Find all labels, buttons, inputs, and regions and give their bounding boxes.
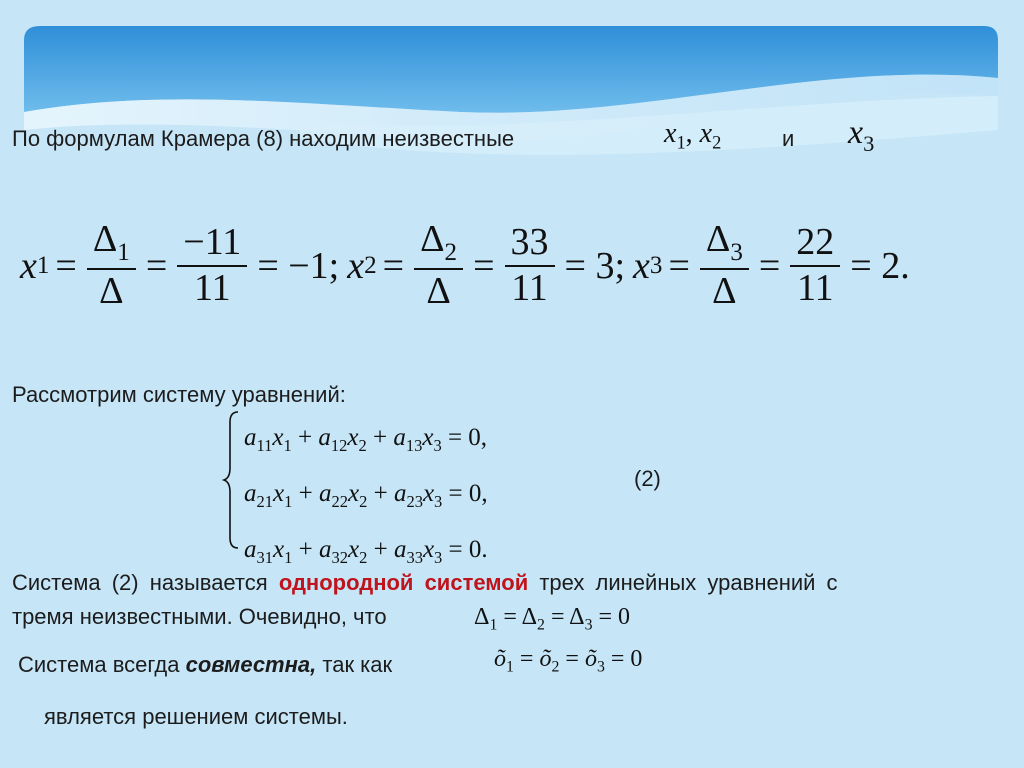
equation-row-1: $a_{11}x_1 + a_{12}x_2 + a_{13}x_3 = 0$, [244, 424, 488, 455]
consider-text: Рассмотрим систему уравнений: [12, 382, 346, 407]
intro-text: По формулам Крамера (8) находим неизвестные [12, 126, 515, 151]
system-label: (2) [634, 466, 661, 491]
cramer-x1: x 1 = $\frac{\Delta_1}{\Delta}$ = $\frac{-11}{11}$ = −1; [20, 218, 340, 313]
intro-vars-x1-x2: $x_1$, $x_2$ [664, 118, 722, 153]
o-equality: $õ_1$ = $õ_2$ = $õ_3 = 0$ [494, 646, 643, 676]
paragraph-homogeneous: Система (2) называется однородной системой трех линейных уравнений с [12, 570, 838, 595]
var-x: x [664, 118, 677, 149]
equation-row-2: $a_{21}x_1 + a_{22}x_2 + a_{23}x_3 = 0$, [244, 479, 488, 511]
cramer-formula-row [20, 220, 916, 312]
equation-system [244, 414, 488, 581]
delta-equality: $\Delta_1 = \Delta_2 = \Delta_3 = 0$ [474, 604, 631, 634]
highlight-homogeneous-system: однородной системой [278, 570, 529, 595]
cramer-x2: x 2 = $\frac{\Delta_2}{\Delta}$ = $\frac{33}{11}$ = 3; [347, 218, 626, 313]
emphasis-consistent: совместна, [185, 652, 317, 677]
paragraph-solution: является решением системы. [44, 704, 348, 729]
intro-and: и [782, 126, 795, 151]
cramer-x3: x 3 = $\frac{\Delta_3}{\Delta}$ = $\frac{22}{11}$ = 2. [633, 218, 910, 313]
intro-var-x3: $x_3$ [848, 114, 875, 156]
paragraph-consistent: Система всегда совместна, так как [18, 652, 393, 677]
paragraph-homogeneous-line2: тремя неизвестными. Очевидно, что [12, 604, 387, 629]
var-x: x [699, 118, 713, 149]
equation-row-3: $a_{31}x_1 + a_{32}x_2 + a_{33}x_3 = 0$. [244, 535, 488, 567]
system-brace [222, 410, 242, 550]
